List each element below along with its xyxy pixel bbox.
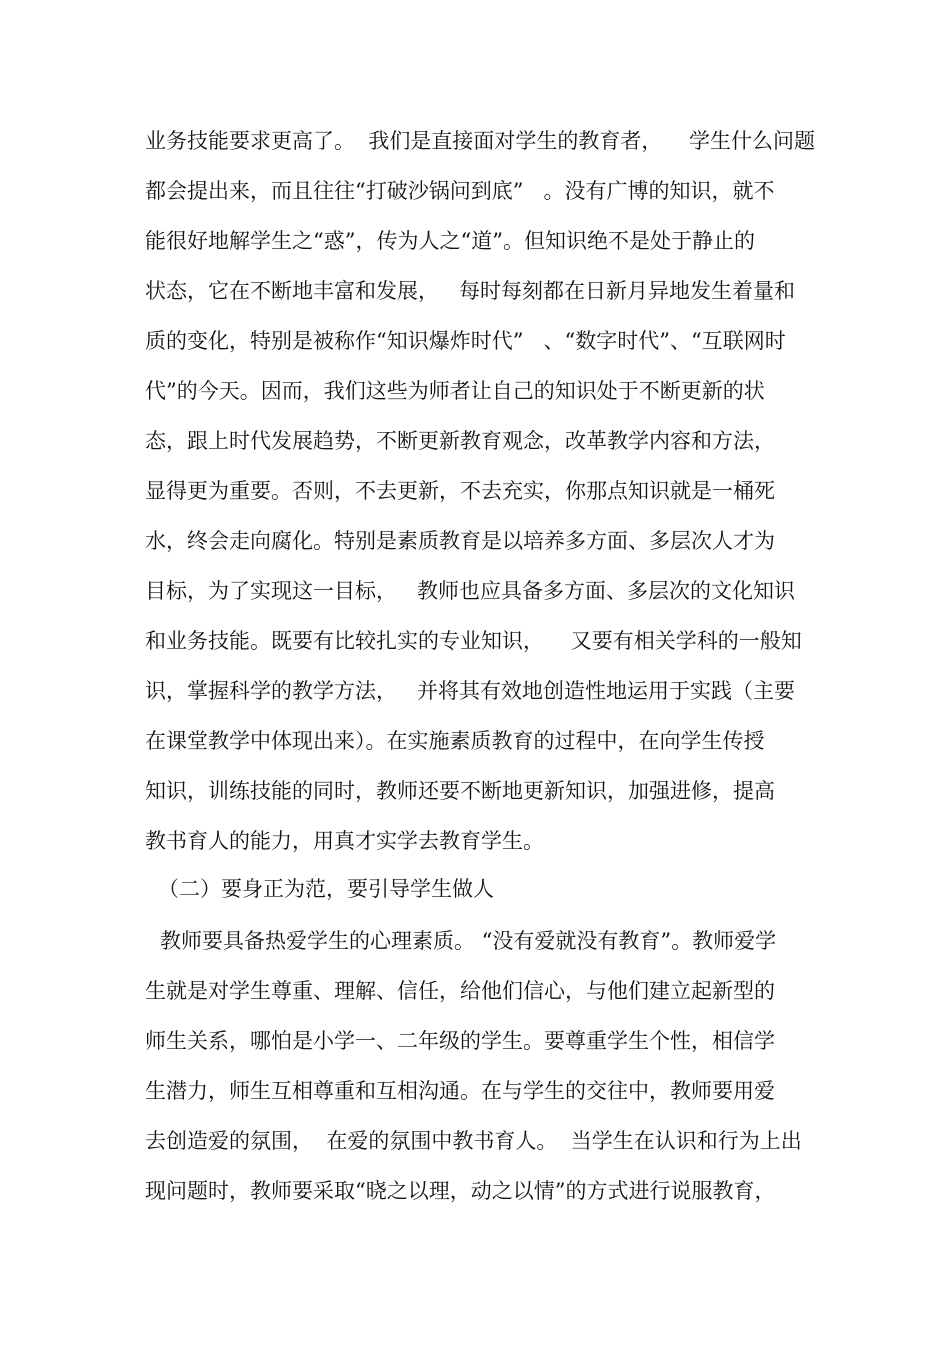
paragraph-line: 现问题时，教师要采取“晓之以理，动之以情”的方式进行说服教育， — [145, 1179, 776, 1203]
paragraph-line: 目标，为了实现这一目标， 教师也应具备多方面、多层次的文化知识 — [145, 579, 796, 603]
paragraph-line: 师生关系，哪怕是小学一、二年级的学生。要尊重学生个性，相信学 — [145, 1029, 775, 1053]
paragraph-line: 代”的今天。因而，我们这些为师者让自己的知识处于不断更新的状 — [145, 379, 765, 403]
paragraph-line: 教师要具备热爱学生的心理素质。 “没有爱就没有教育”。教师爱学 — [160, 929, 777, 953]
paragraph-line: 质的变化，特别是被称作“知识爆炸时代” 、“数字时代”、“互联网时 — [145, 329, 786, 353]
paragraph-line: 生潜力，师生互相尊重和互相沟通。在与学生的交往中，教师要用爱 — [145, 1079, 775, 1103]
paragraph-line: 态，跟上时代发展趋势，不断更新教育观念，改革教学内容和方法， — [145, 429, 775, 453]
paragraph-line: 去创造爱的氛围， 在爱的氛围中教书育人。 当学生在认识和行为上出 — [145, 1129, 802, 1153]
paragraph-line: 知识，训练技能的同时，教师还要不断地更新知识，加强进修，提高 — [145, 779, 775, 803]
paragraph-line: 都会提出来，而且往往“打破沙锅问到底” 。没有广博的知识，就不 — [145, 179, 775, 203]
paragraph-line: 显得更为重要。否则，不去更新，不去充实，你那点知识就是一桶死 — [145, 479, 775, 503]
paragraph-line: 在课堂教学中体现出来）。在实施素质教育的过程中，在向学生传授 — [145, 729, 765, 753]
paragraph-line: 状态，它在不断地丰富和发展， 每时每刻都在日新月异地发生着量和 — [145, 279, 796, 303]
paragraph-line: 和业务技能。既要有比较扎实的专业知识， 又要有相关学科的一般知 — [145, 629, 802, 653]
section-heading: （二）要身正为范，要引导学生做人 — [158, 877, 494, 901]
paragraph-line: 识，掌握科学的教学方法， 并将其有效地创造性地运用于实践（主要 — [145, 679, 796, 703]
paragraph-line: 教书育人的能力，用真才实学去教育学生。 — [145, 829, 544, 853]
paragraph-line: 业务技能要求更高了。 我们是直接面对学生的教育者， 学生什么问题 — [145, 129, 816, 153]
paragraph-line: 能很好地解学生之“惑”，传为人之“道”。但知识绝不是处于静止的 — [145, 229, 755, 253]
paragraph-line: 水，终会走向腐化。特别是素质教育是以培养多方面、多层次人才为 — [145, 529, 775, 553]
paragraph-line: 生就是对学生尊重、理解、信任，给他们信心，与他们建立起新型的 — [145, 979, 775, 1003]
